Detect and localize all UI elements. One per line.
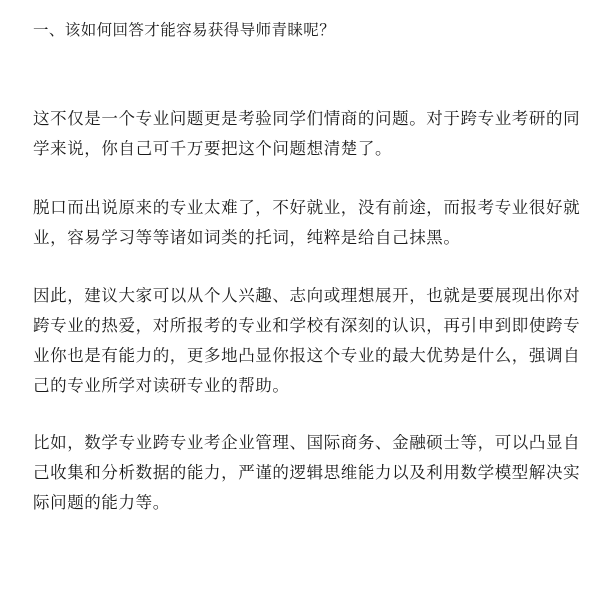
paragraph-line: 比如，数学专业跨专业考企业管理、国际商务、金融硕士等，可以凸显自 bbox=[33, 433, 581, 452]
paragraph-line: 己的专业所学对读研专业的帮助。 bbox=[33, 376, 290, 395]
paragraph-line: 际问题的能力等。 bbox=[33, 493, 170, 512]
paragraph-line: 业，容易学习等等诸如词类的托词，纯粹是给自己抹黑。 bbox=[33, 228, 461, 247]
paragraph-intro bbox=[33, 104, 581, 164]
paragraph-example bbox=[33, 428, 581, 518]
paragraph-bad-answer bbox=[33, 193, 581, 253]
paragraph-line: 业你也是有能力的，更多地凸显你报这个专业的最大优势是什么，强调自 bbox=[33, 346, 581, 365]
paragraph-line: 跨专业的热爱，对所报考的专业和学校有深刻的认识，再引申到即使跨专 bbox=[33, 316, 581, 335]
paragraph-line: 己收集和分析数据的能力，严谨的逻辑思维能力以及利用数学模型解决实 bbox=[33, 463, 581, 482]
paragraph-line: 学来说，你自己可千万要把这个问题想清楚了。 bbox=[33, 139, 393, 158]
section-heading: 一、该如何回答才能容易获得导师青睐呢？ bbox=[33, 21, 336, 39]
paragraph-line: 这不仅是一个专业问题更是考验同学们情商的问题。对于跨专业考研的同 bbox=[33, 109, 581, 128]
paragraph-line: 脱口而出说原来的专业太难了，不好就业，没有前途，而报考专业很好就 bbox=[33, 198, 581, 217]
paragraph-line: 因此，建议大家可以从个人兴趣、志向或理想展开，也就是要展现出你对 bbox=[33, 286, 581, 305]
paragraph-suggestion bbox=[33, 281, 581, 401]
